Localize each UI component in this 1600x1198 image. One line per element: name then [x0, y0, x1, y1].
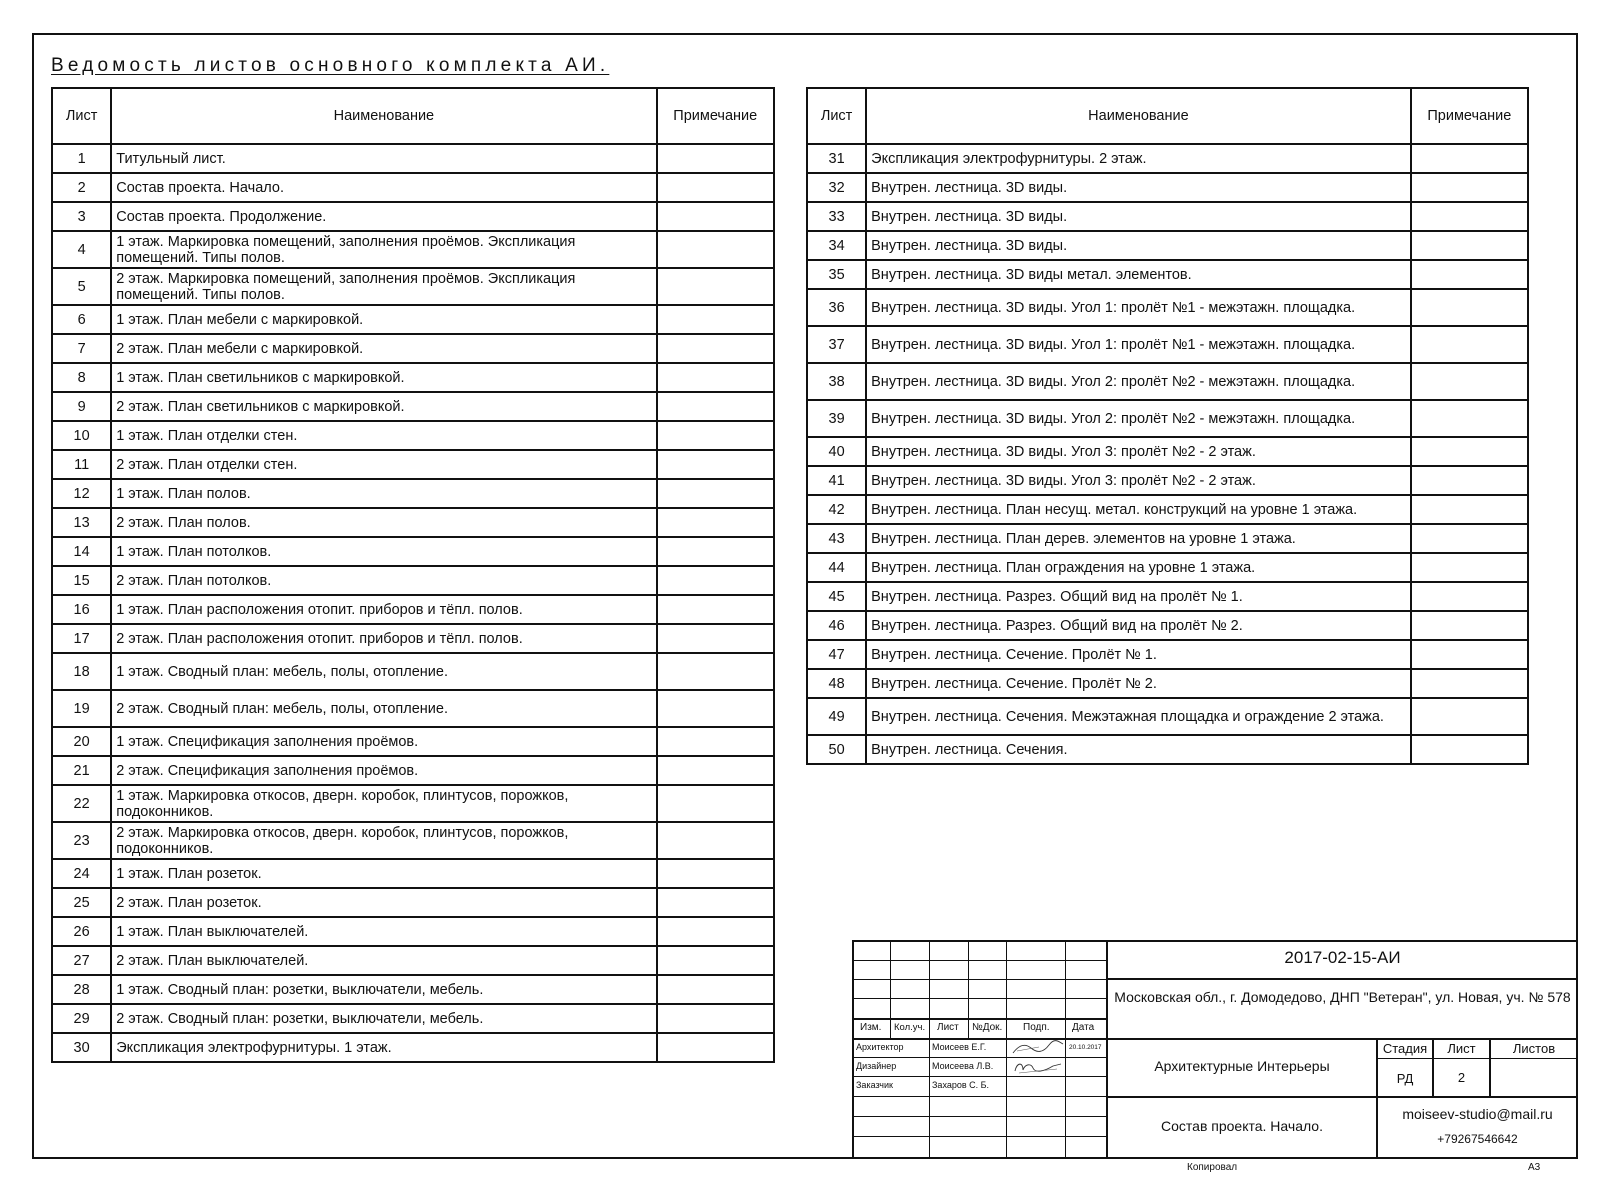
sheet-name-cell: 2 этаж. План расположения отопит. приборов и тёпл. полов.	[111, 624, 656, 653]
table-row	[52, 653, 774, 690]
sheet-number-cell: 27	[52, 946, 111, 975]
sheet-number-cell: 36	[807, 289, 866, 326]
table-row	[52, 785, 774, 822]
table-row	[52, 202, 774, 231]
sheet-note-cell	[1411, 289, 1528, 326]
sheet-name-cell: 1 этаж. План розеток.	[111, 859, 656, 888]
sheet-list-body-right	[807, 144, 1528, 764]
sheet-name-cell: 1 этаж. Спецификация заполнения проёмов.	[111, 727, 656, 756]
sheet-name-cell: 1 этаж. План выключателей.	[111, 917, 656, 946]
stamp-person: Моисеев Е.Г.	[932, 1042, 987, 1052]
table-row	[807, 553, 1528, 582]
stamp-line	[890, 940, 891, 1038]
column-header-sheet: Лист	[807, 88, 866, 144]
sheet-name-cell: 2 этаж. Спецификация заполнения проёмов.	[111, 756, 656, 785]
sheet-note-cell	[657, 202, 774, 231]
table-row	[52, 595, 774, 624]
sheet-number-cell: 20	[52, 727, 111, 756]
sheet-note-cell	[657, 537, 774, 566]
table-row	[52, 421, 774, 450]
table-row	[52, 392, 774, 421]
sheet-note-cell	[1411, 363, 1528, 400]
company-name: Архитектурные Интерьеры	[1154, 1058, 1330, 1074]
sheet-note-cell	[657, 756, 774, 785]
sheet-note-cell	[657, 1004, 774, 1033]
table-row	[52, 334, 774, 363]
sheet-number-cell: 29	[52, 1004, 111, 1033]
sheet-number-cell: 15	[52, 566, 111, 595]
sheet-number-cell: 30	[52, 1033, 111, 1062]
sheet-list-table-right	[806, 87, 1529, 765]
sheet-note-cell	[1411, 326, 1528, 363]
sheet-note-cell	[657, 946, 774, 975]
stamp-col-kol: Кол.уч.	[894, 1022, 926, 1033]
sheet-name-cell: Внутрен. лестница. Сечения.	[866, 735, 1411, 764]
sheet-number-cell: 18	[52, 653, 111, 690]
sheet-note-cell	[657, 727, 774, 756]
sheet-note-cell	[1411, 173, 1528, 202]
sheet-note-cell	[657, 822, 774, 859]
stamp-line	[852, 1038, 1577, 1040]
sheet-name-cell: 1 этаж. План расположения отопит. приборов и тёпл. полов.	[111, 595, 656, 624]
sheet-number-cell: 16	[52, 595, 111, 624]
table-row	[807, 640, 1528, 669]
sheet-number-cell: 17	[52, 624, 111, 653]
sheet-name-cell: 2 этаж. Сводный план: мебель, полы, отопление.	[111, 690, 656, 727]
sheet-number: 2	[1457, 1070, 1466, 1085]
sheet-note-cell	[1411, 144, 1528, 173]
sheet-number-cell: 3	[52, 202, 111, 231]
column-header-name: Наименование	[866, 88, 1411, 144]
table-row	[52, 144, 774, 173]
stamp-person: Захаров С. Б.	[932, 1080, 990, 1090]
column-header-note: Примечание	[657, 88, 774, 144]
sheet-name-cell: 1 этаж. Маркировка помещений, заполнения проёмов. Экспликация помещений. Типы полов.	[111, 231, 656, 268]
document-title: Ведомость листов основного комплекта АИ.	[51, 55, 610, 76]
stamp-line	[852, 1136, 1106, 1137]
table-row	[807, 611, 1528, 640]
table-row	[807, 495, 1528, 524]
stamp-line	[852, 940, 1577, 942]
sheet-name-cell: 1 этаж. План светильников с маркировкой.	[111, 363, 656, 392]
sheet-note-cell	[657, 917, 774, 946]
sheet-name-cell: Титульный лист.	[111, 144, 656, 173]
sheet-note-cell	[657, 690, 774, 727]
stamp-person: Моисеева Л.В.	[932, 1061, 994, 1071]
sheet-name-cell: 2 этаж. План светильников с маркировкой.	[111, 392, 656, 421]
sheet-note-cell	[657, 305, 774, 334]
signature-architect	[1009, 1039, 1065, 1057]
sheet-name-cell: Внутрен. лестница. Разрез. Общий вид на пролёт № 2.	[866, 611, 1411, 640]
sheet-number-cell: 32	[807, 173, 866, 202]
title-block	[852, 940, 1577, 1158]
table-row	[807, 524, 1528, 553]
stamp-role: Дизайнер	[856, 1061, 897, 1071]
stamp-col-list: Лист	[937, 1022, 959, 1033]
table-row	[52, 268, 774, 305]
contact-phone: +79267546642	[1437, 1132, 1518, 1146]
sheet-note-cell	[657, 859, 774, 888]
sheet-name-cell: 2 этаж. План отделки стен.	[111, 450, 656, 479]
sheet-number-cell: 9	[52, 392, 111, 421]
sheet-name-cell: Внутрен. лестница. 3D виды. Угол 2: пролёт №2 - межэтажн. площадка.	[866, 400, 1411, 437]
table-row	[807, 289, 1528, 326]
sheet-list-body-left	[52, 144, 774, 1062]
sheet-note-cell	[657, 785, 774, 822]
table-row	[52, 1004, 774, 1033]
sheet-name-cell: Внутрен. лестница. 3D виды.	[866, 202, 1411, 231]
sheet-note-cell	[657, 975, 774, 1004]
sheet-number-cell: 7	[52, 334, 111, 363]
table-row	[52, 946, 774, 975]
table-row	[52, 822, 774, 859]
stamp-line	[1106, 978, 1577, 980]
sheet-note-cell	[657, 508, 774, 537]
sheet-number-cell: 2	[52, 173, 111, 202]
sheet-name-cell: 2 этаж. Маркировка помещений, заполнения проёмов. Экспликация помещений. Типы полов.	[111, 268, 656, 305]
sheet-number-cell: 34	[807, 231, 866, 260]
stamp-col-data: Дата	[1072, 1022, 1095, 1033]
stage-header: Стадия	[1382, 1041, 1428, 1056]
table-row	[807, 669, 1528, 698]
sheet-number-cell: 31	[807, 144, 866, 173]
stamp-line	[929, 940, 930, 1158]
sheet-number-cell: 41	[807, 466, 866, 495]
project-address: Московская обл., г. Домодедово, ДНП "Ветеран", ул. Новая, уч. № 578	[1114, 989, 1571, 1005]
stamp-line	[852, 1096, 1106, 1097]
table-row	[52, 173, 774, 202]
table-row	[52, 450, 774, 479]
format-label: А3	[1528, 1162, 1541, 1173]
sheets-total-header: Листов	[1512, 1041, 1556, 1056]
sheet-name-cell: Внутрен. лестница. 3D виды.	[866, 173, 1411, 202]
sheet-number-cell: 26	[52, 917, 111, 946]
sheet-number-cell: 45	[807, 582, 866, 611]
sheet-name-cell: 1 этаж. План отделки стен.	[111, 421, 656, 450]
sheet-name-cell: Внутрен. лестница. План дерев. элементов на уровне 1 этажа.	[866, 524, 1411, 553]
sheet-number-cell: 33	[807, 202, 866, 231]
sheet-number-cell: 37	[807, 326, 866, 363]
stamp-role: Заказчик	[856, 1080, 893, 1090]
sheet-number-cell: 12	[52, 479, 111, 508]
sheet-note-cell	[1411, 495, 1528, 524]
sheet-number-cell: 49	[807, 698, 866, 735]
table-row	[807, 231, 1528, 260]
sheet-note-cell	[657, 479, 774, 508]
sheet-number-cell: 10	[52, 421, 111, 450]
sheet-name-cell: Внутрен. лестница. 3D виды метал. элементов.	[866, 260, 1411, 289]
table-row	[52, 363, 774, 392]
stamp-col-izm: Изм.	[860, 1022, 882, 1033]
sheet-note-cell	[657, 653, 774, 690]
sheet-name-cell: Внутрен. лестница. Сечения. Межэтажная площадка и ограждение 2 этажа.	[866, 698, 1411, 735]
table-row	[52, 1033, 774, 1062]
sheet-name-cell: Состав проекта. Начало.	[111, 173, 656, 202]
table-row	[807, 437, 1528, 466]
sheet-name-cell: 2 этаж. План полов.	[111, 508, 656, 537]
table-row	[52, 888, 774, 917]
sheet-note-cell	[1411, 524, 1528, 553]
sheet-number-cell: 23	[52, 822, 111, 859]
sheet-note-cell	[657, 363, 774, 392]
sheet-note-cell	[1411, 202, 1528, 231]
table-row	[52, 756, 774, 785]
table-row	[807, 363, 1528, 400]
sheet-name-cell: Состав проекта. Продолжение.	[111, 202, 656, 231]
stamp-date: 20.10.2017	[1069, 1044, 1102, 1051]
sheet-note-cell	[657, 392, 774, 421]
sheet-name-cell: Внутрен. лестница. 3D виды. Угол 3: пролёт №2 - 2 этаж.	[866, 437, 1411, 466]
table-row	[807, 698, 1528, 735]
sheet-note-cell	[1411, 231, 1528, 260]
table-row	[807, 582, 1528, 611]
sheet-note-cell	[657, 595, 774, 624]
sheet-name-cell: Экспликация электрофурнитуры. 2 этаж.	[866, 144, 1411, 173]
sheet-number-cell: 38	[807, 363, 866, 400]
sheet-name-cell: 2 этаж. Маркировка откосов, дверн. коробок, плинтусов, порожков, подоконников.	[111, 822, 656, 859]
sheet-name-cell: Внутрен. лестница. Разрез. Общий вид на пролёт № 1.	[866, 582, 1411, 611]
sheet-number-cell: 1	[52, 144, 111, 173]
column-header-name: Наименование	[111, 88, 656, 144]
sheet-name-cell: Внутрен. лестница. 3D виды. Угол 2: пролёт №2 - межэтажн. площадка.	[866, 363, 1411, 400]
sheet-number-cell: 22	[52, 785, 111, 822]
sheet-note-cell	[1411, 735, 1528, 764]
sheet-name-cell: 2 этаж. План мебели с маркировкой.	[111, 334, 656, 363]
sheet-number-cell: 13	[52, 508, 111, 537]
sheet-number-cell: 4	[52, 231, 111, 268]
table-row	[52, 690, 774, 727]
sheet-name-cell: 2 этаж. План розеток.	[111, 888, 656, 917]
sheet-number-cell: 35	[807, 260, 866, 289]
sheet-note-cell	[1411, 611, 1528, 640]
sheet-name-cell: Внутрен. лестница. 3D виды. Угол 1: пролёт №1 - межэтажн. площадка.	[866, 326, 1411, 363]
stamp-col-podp: Подп.	[1023, 1022, 1050, 1033]
table-row	[807, 260, 1528, 289]
sheet-number-cell: 8	[52, 363, 111, 392]
sheet-name-cell: 1 этаж. Маркировка откосов, дверн. коробок, плинтусов, порожков, подоконников.	[111, 785, 656, 822]
table-row	[52, 231, 774, 268]
column-header-sheet: Лист	[52, 88, 111, 144]
sheet-number-cell: 11	[52, 450, 111, 479]
sheet-note-cell	[657, 334, 774, 363]
stamp-line	[852, 1057, 1106, 1058]
sheet-note-cell	[1411, 582, 1528, 611]
sheet-note-cell	[657, 450, 774, 479]
sheet-list-table-left	[51, 87, 775, 1063]
sheet-name-cell: Внутрен. лестница. 3D виды. Угол 1: пролёт №1 - межэтажн. площадка.	[866, 289, 1411, 326]
sheet-number-cell: 14	[52, 537, 111, 566]
sheet-title: Состав проекта. Начало.	[1161, 1118, 1323, 1134]
sheet-name-cell: 1 этаж. Сводный план: мебель, полы, отопление.	[111, 653, 656, 690]
sheet-note-cell	[1411, 260, 1528, 289]
sheet-name-cell: 1 этаж. План полов.	[111, 479, 656, 508]
sheet-note-cell	[1411, 698, 1528, 735]
sheet-name-cell: Внутрен. лестница. План ограждения на уровне 1 этажа.	[866, 553, 1411, 582]
sheet-name-cell: 2 этаж. План выключателей.	[111, 946, 656, 975]
sheet-note-cell	[1411, 466, 1528, 495]
sheet-note-cell	[1411, 669, 1528, 698]
sheet-number-cell: 43	[807, 524, 866, 553]
stamp-line	[1376, 1058, 1577, 1059]
copied-label: Копировал	[1187, 1162, 1238, 1173]
sheet-number-cell: 48	[807, 669, 866, 698]
sheet-note-cell	[1411, 640, 1528, 669]
contact-email: moiseev-studio@mail.ru	[1402, 1106, 1553, 1122]
table-row	[52, 479, 774, 508]
sheet-number-cell: 50	[807, 735, 866, 764]
sheet-number-cell: 6	[52, 305, 111, 334]
table-row	[807, 735, 1528, 764]
sheet-number-cell: 39	[807, 400, 866, 437]
sheet-note-cell	[657, 173, 774, 202]
sheet-name-cell: Внутрен. лестница. 3D виды. Угол 3: пролёт №2 - 2 этаж.	[866, 466, 1411, 495]
sheet-number-cell: 44	[807, 553, 866, 582]
sheet-note-cell	[657, 888, 774, 917]
table-row	[52, 975, 774, 1004]
sheet-note-cell	[657, 624, 774, 653]
sheet-name-cell: 2 этаж. План потолков.	[111, 566, 656, 595]
stamp-line	[852, 1076, 1106, 1077]
stamp-col-ndok: №Док.	[972, 1022, 1003, 1033]
sheet-number-cell: 19	[52, 690, 111, 727]
table-row	[807, 144, 1528, 173]
sheet-note-cell	[1411, 553, 1528, 582]
sheet-note-cell	[1411, 437, 1528, 466]
signature-designer	[1009, 1058, 1065, 1076]
sheet-name-cell: 1 этаж. Сводный план: розетки, выключатели, мебель.	[111, 975, 656, 1004]
stamp-line	[968, 940, 969, 1038]
stamp-line	[852, 940, 854, 1158]
project-code: 2017-02-15-АИ	[1284, 948, 1401, 967]
sheet-number-cell: 42	[807, 495, 866, 524]
sheet-name-cell: 2 этаж. Сводный план: розетки, выключатели, мебель.	[111, 1004, 656, 1033]
sheet-name-cell: Внутрен. лестница. 3D виды.	[866, 231, 1411, 260]
table-row	[52, 727, 774, 756]
stamp-line	[1006, 940, 1007, 1158]
stamp-line	[852, 1116, 1106, 1117]
sheet-name-cell: Внутрен. лестница. Сечение. Пролёт № 2.	[866, 669, 1411, 698]
sheet-note-cell	[1411, 400, 1528, 437]
table-row	[52, 624, 774, 653]
column-header-note: Примечание	[1411, 88, 1528, 144]
table-row	[807, 202, 1528, 231]
sheet-note-cell	[657, 144, 774, 173]
table-row	[52, 859, 774, 888]
sheet-note-cell	[657, 268, 774, 305]
stage-value: РД	[1396, 1071, 1414, 1086]
sheet-number-cell: 21	[52, 756, 111, 785]
sheet-name-cell: Внутрен. лестница. Сечение. Пролёт № 1.	[866, 640, 1411, 669]
sheet-header: Лист	[1447, 1041, 1476, 1056]
sheet-number-cell: 5	[52, 268, 111, 305]
sheet-note-cell	[657, 231, 774, 268]
sheet-number-cell: 24	[52, 859, 111, 888]
sheet-number-cell: 28	[52, 975, 111, 1004]
sheet-name-cell: Внутрен. лестница. План несущ. метал. конструкций на уровне 1 этажа.	[866, 495, 1411, 524]
stamp-role: Архитектор	[856, 1042, 904, 1052]
table-row	[52, 508, 774, 537]
sheet-number-cell: 40	[807, 437, 866, 466]
table-row	[52, 566, 774, 595]
sheet-name-cell: 1 этаж. План мебели с маркировкой.	[111, 305, 656, 334]
table-row	[52, 917, 774, 946]
stamp-line	[1106, 1096, 1577, 1098]
sheet-name-cell: Экспликация электрофурнитуры. 1 этаж.	[111, 1033, 656, 1062]
stamp-line	[1065, 940, 1066, 1158]
table-row	[807, 400, 1528, 437]
table-row	[52, 305, 774, 334]
sheet-number-cell: 25	[52, 888, 111, 917]
sheet-number-cell: 47	[807, 640, 866, 669]
sheet-note-cell	[657, 1033, 774, 1062]
table-row	[52, 537, 774, 566]
sheet-name-cell: 1 этаж. План потолков.	[111, 537, 656, 566]
table-row	[807, 466, 1528, 495]
sheet-note-cell	[657, 421, 774, 450]
sheet-note-cell	[657, 566, 774, 595]
sheet-number-cell: 46	[807, 611, 866, 640]
table-row	[807, 326, 1528, 363]
table-row	[807, 173, 1528, 202]
